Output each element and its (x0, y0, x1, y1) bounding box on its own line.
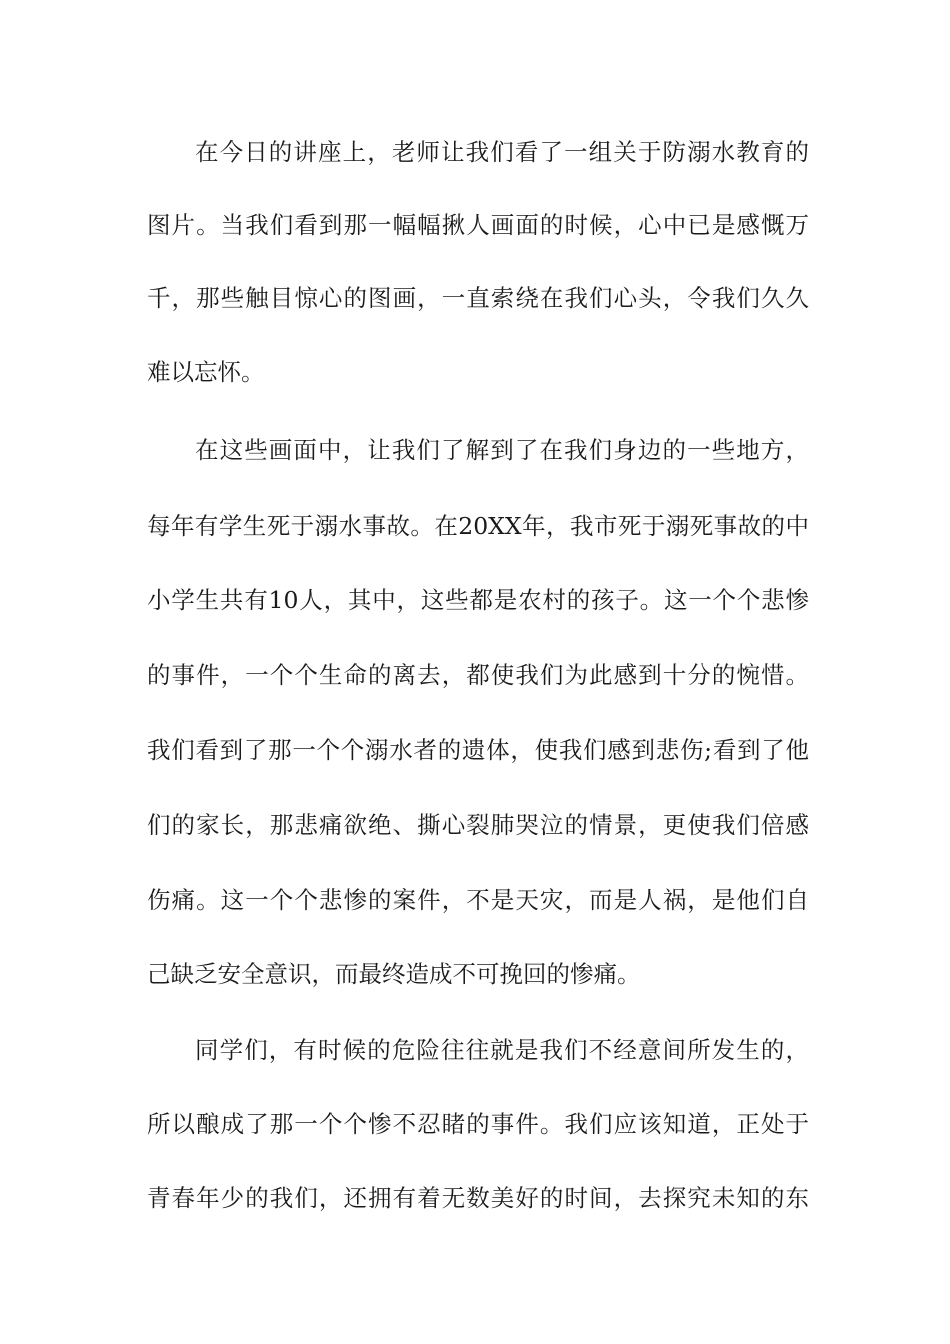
paragraph-2-line-5: 我们看到了那一个个溺水者的遗体，使我们感到悲伤;看到了他 (147, 736, 809, 764)
paragraph-1-line-1: 在今日的讲座上，老师让我们看了一组关于防溺水教育的 (195, 138, 809, 166)
paragraph-1-line-3: 千，那些触目惊心的图画，一直索绕在我们心头，令我们久久 (147, 284, 809, 312)
paragraph-2-line-7: 伤痛。这一个个悲惨的案件，不是天灾，而是人祸，是他们自 (147, 886, 809, 914)
paragraph-1-line-4: 难以忘怀。 (147, 358, 265, 386)
paragraph-2-line-8: 己缺乏安全意识，而最终造成不可挽回的惨痛。 (147, 960, 641, 988)
paragraph-2-line-6: 们的家长，那悲痛欲绝、撕心裂肺哭泣的情景，更使我们倍感 (147, 811, 809, 839)
paragraph-3-line-2: 所以酿成了那一个个惨不忍睹的事件。我们应该知道，正处于 (147, 1110, 809, 1138)
paragraph-2-line-4: 的事件，一个个生命的离去，都使我们为此感到十分的惋惜。 (147, 661, 809, 689)
paragraph-3-line-1: 同学们，有时候的危险往往就是我们不经意间所发生的， (195, 1036, 809, 1064)
paragraph-3-line-3: 青春年少的我们，还拥有着无数美好的时间，去探究未知的东 (147, 1184, 809, 1212)
paragraph-2-line-2: 每年有学生死于溺水事故。在20XX年，我市死于溺死事故的中 (147, 512, 809, 540)
paragraph-2-line-1: 在这些画面中，让我们了解到了在我们身边的一些地方， (195, 436, 809, 464)
paragraph-2-line-3: 小学生共有10人，其中，这些都是农村的孩子。这一个个悲惨 (147, 586, 809, 614)
paragraph-1-line-2: 图片。当我们看到那一幅幅揪人画面的时候，心中已是感慨万 (147, 211, 809, 239)
